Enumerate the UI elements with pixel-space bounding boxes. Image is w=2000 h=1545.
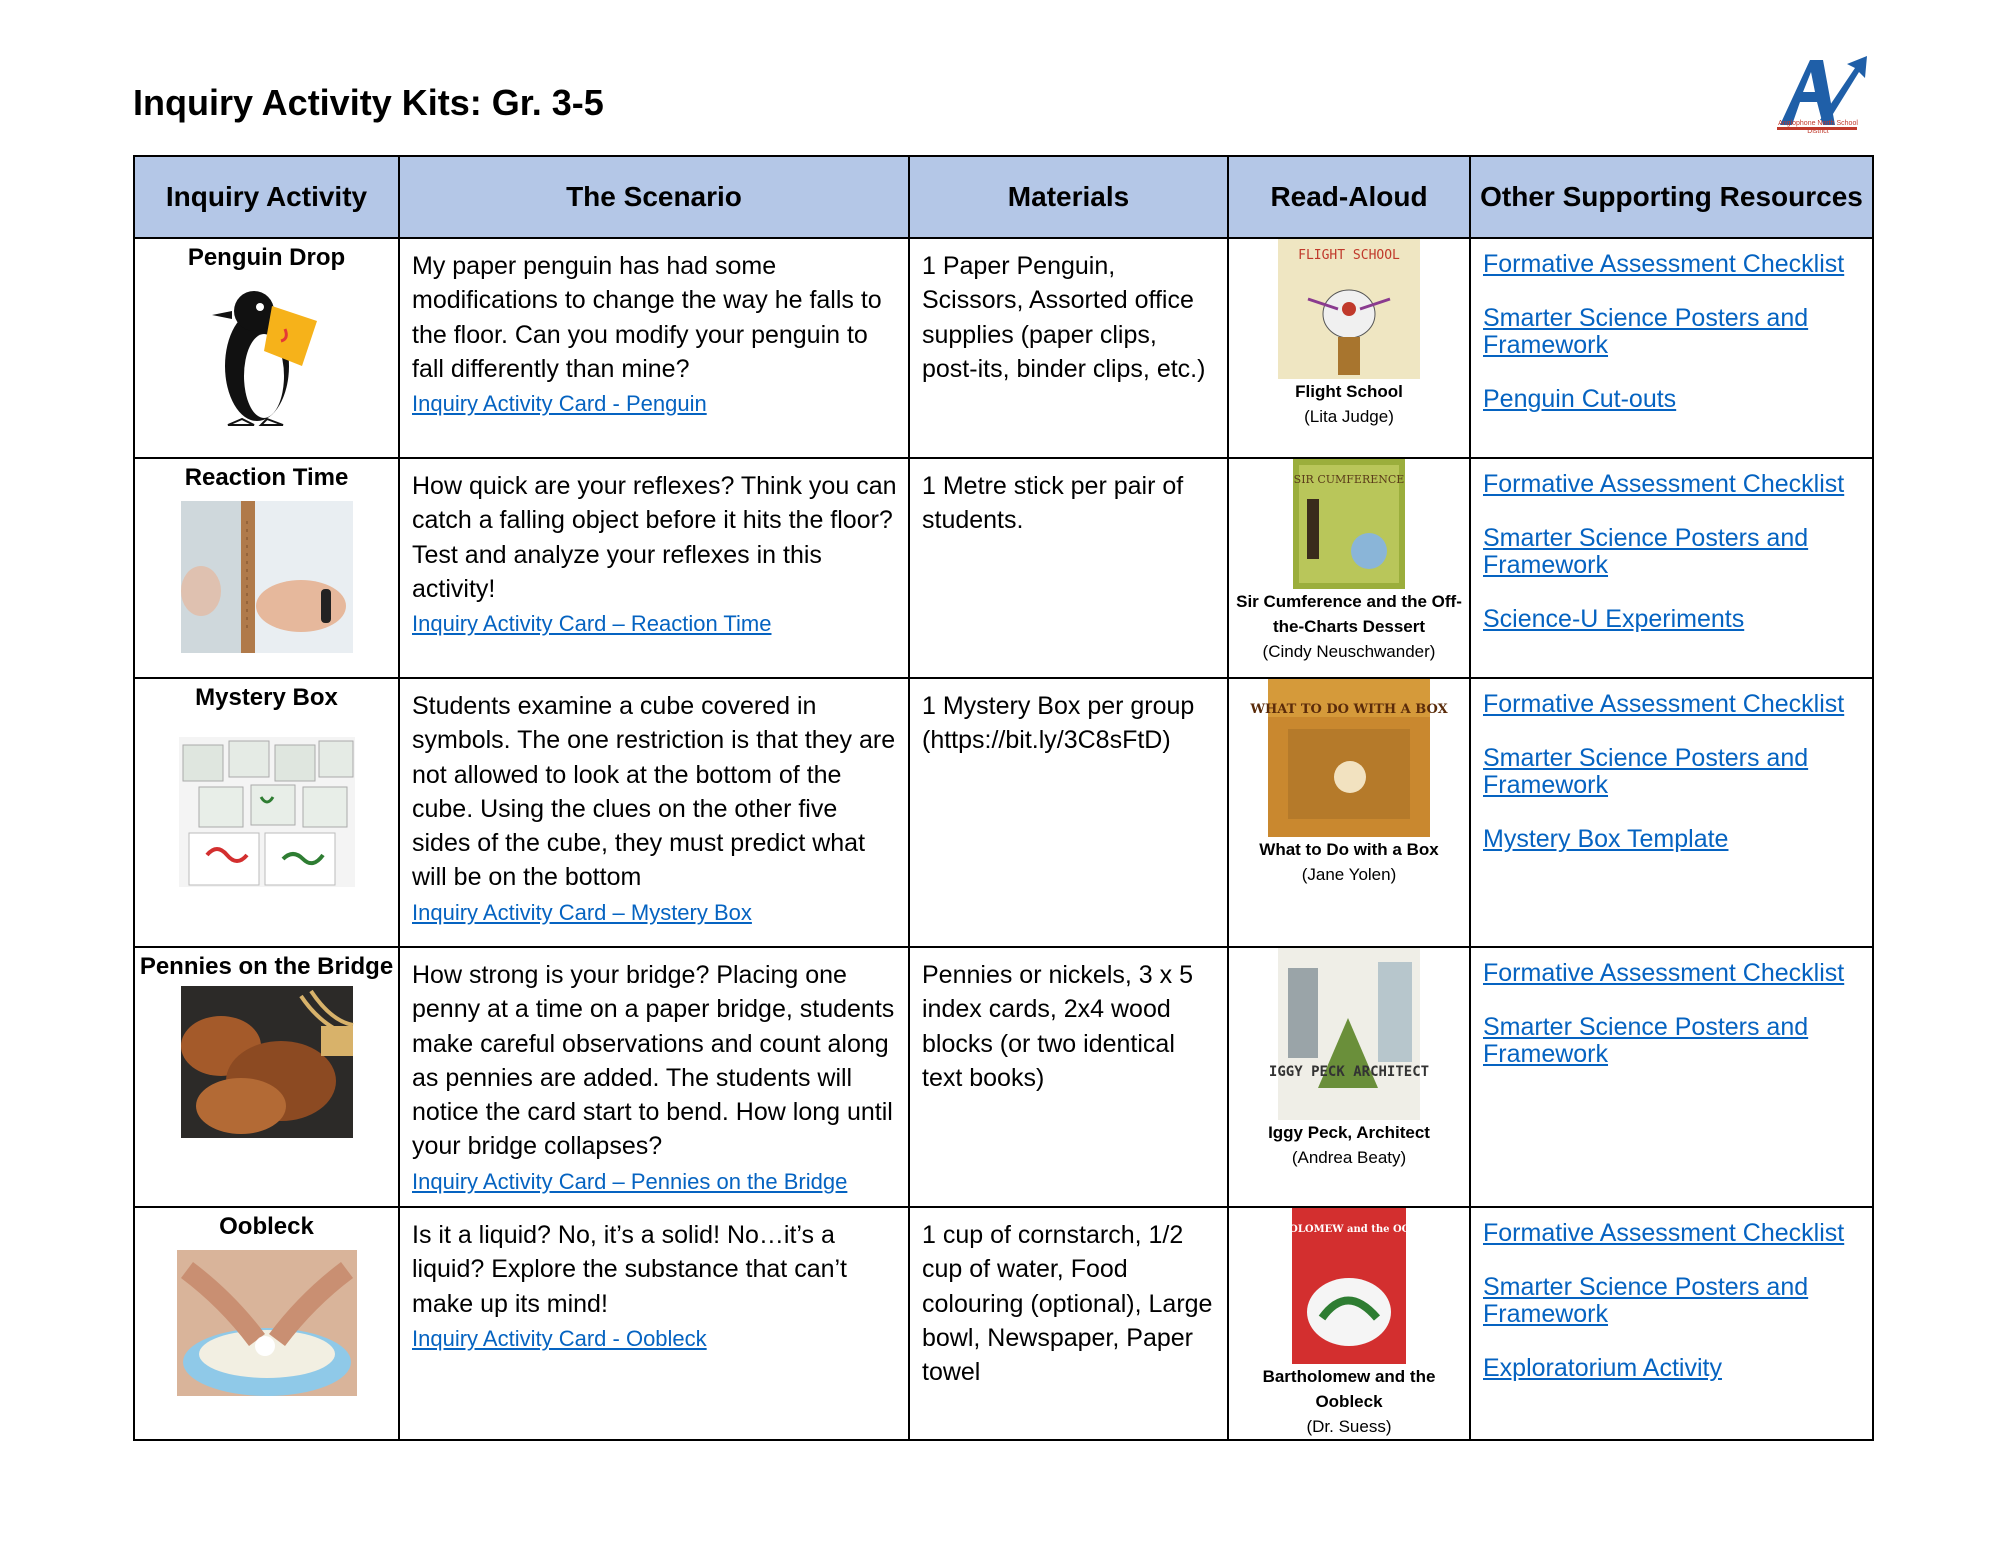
activity-cell bbox=[134, 238, 399, 458]
read-aloud-cell bbox=[1228, 238, 1470, 458]
book-title: Iggy Peck, Architect bbox=[1268, 1123, 1430, 1142]
read-aloud-cell bbox=[1228, 678, 1470, 947]
resource-link[interactable]: Smarter Science Posters and Framework bbox=[1483, 524, 1809, 579]
inquiry-card-link[interactable]: Inquiry Activity Card – Reaction Time bbox=[412, 611, 772, 637]
activity-cell bbox=[134, 458, 399, 678]
header-scenario: The Scenario bbox=[399, 156, 909, 238]
scenario-cell bbox=[399, 678, 909, 947]
oobleck-image bbox=[177, 1250, 357, 1396]
resource-link[interactable]: Mystery Box Template bbox=[1483, 825, 1729, 853]
activity-kits-table bbox=[133, 155, 1874, 1441]
header-materials: Materials bbox=[909, 156, 1228, 238]
activity-cell bbox=[134, 1207, 399, 1440]
table-row bbox=[134, 1207, 1873, 1440]
book-cover-image bbox=[1250, 679, 1448, 837]
resource-link[interactable]: Smarter Science Posters and Framework bbox=[1483, 304, 1809, 359]
inquiry-card-link[interactable]: Inquiry Activity Card - Penguin bbox=[412, 391, 707, 417]
scenario-cell bbox=[399, 1207, 909, 1440]
scenario-text: My paper penguin has had some modifications to change the way he falls to the floor. Can you modify your penguin to fall differently than mine? bbox=[412, 252, 882, 383]
resource-link[interactable]: Formative Assessment Checklist bbox=[1483, 1219, 1845, 1247]
book-cover-image bbox=[1268, 948, 1430, 1120]
book-author: (Jane Yolen) bbox=[1301, 865, 1397, 884]
materials-cell: 1 Mystery Box per group (https://bit.ly/3C8sFtD) bbox=[909, 678, 1228, 947]
resource-link[interactable]: Smarter Science Posters and Framework bbox=[1483, 1273, 1809, 1328]
svg-text:IGGY PECK ARCHITECT: IGGY PECK ARCHITECT bbox=[1268, 1064, 1430, 1080]
book-title: Flight School bbox=[1295, 382, 1403, 401]
scenario-cell bbox=[399, 458, 909, 678]
activity-name: Oobleck bbox=[219, 1213, 314, 1240]
resources-cell bbox=[1470, 678, 1873, 947]
svg-text:FLIGHT SCHOOL: FLIGHT SCHOOL bbox=[1298, 248, 1400, 263]
book-cover-image bbox=[1247, 1208, 1451, 1364]
activity-name: Pennies on the Bridge bbox=[139, 953, 394, 980]
materials-cell: Pennies or nickels, 3 x 5 index cards, 2x4 wood blocks (or two identical text books) bbox=[909, 947, 1228, 1207]
resource-link[interactable]: Formative Assessment Checklist bbox=[1483, 959, 1845, 987]
table-row bbox=[134, 947, 1873, 1207]
activity-name: Reaction Time bbox=[184, 464, 349, 491]
read-aloud-cell bbox=[1228, 1207, 1470, 1440]
resource-link[interactable]: Formative Assessment Checklist bbox=[1483, 250, 1845, 278]
resource-link[interactable]: Exploratorium Activity bbox=[1483, 1354, 1722, 1382]
resource-link[interactable]: Formative Assessment Checklist bbox=[1483, 690, 1845, 718]
activity-name: Penguin Drop bbox=[187, 244, 346, 271]
resources-cell bbox=[1470, 1207, 1873, 1440]
table-row bbox=[134, 458, 1873, 678]
metre-stick-image bbox=[181, 501, 353, 653]
resources-cell bbox=[1470, 458, 1873, 678]
svg-text:WHAT TO DO WITH A BOX: WHAT TO DO WITH A BOX bbox=[1250, 702, 1448, 717]
header-row bbox=[134, 156, 1873, 238]
resources-cell bbox=[1470, 238, 1873, 458]
read-aloud-cell bbox=[1228, 947, 1470, 1207]
header-read-aloud: Read-Aloud bbox=[1228, 156, 1470, 238]
resource-link[interactable]: Smarter Science Posters and Framework bbox=[1483, 744, 1809, 799]
activity-cell bbox=[134, 947, 399, 1207]
scenario-text: How strong is your bridge? Placing one penny at a time on a paper bridge, students make careful observations and count along as pennies are added. The students will notice the card start to bend. How long until your bridge collapses? bbox=[412, 961, 895, 1161]
inquiry-card-link[interactable]: Inquiry Activity Card - Oobleck bbox=[412, 1325, 707, 1351]
book-title: Bartholomew and the Oobleck bbox=[1262, 1367, 1436, 1411]
scenario-text: How quick are your reflexes? Think you can catch a falling object before it hits the floor? Test and analyze your reflexes in this activity! bbox=[412, 472, 897, 603]
book-cover-image bbox=[1293, 459, 1405, 589]
book-author: (Cindy Neuschwander) bbox=[1262, 642, 1436, 661]
book-author: (Dr. Suess) bbox=[1306, 1417, 1392, 1436]
inquiry-card-link[interactable]: Inquiry Activity Card – Mystery Box bbox=[412, 899, 752, 925]
resource-link[interactable]: Formative Assessment Checklist bbox=[1483, 470, 1845, 498]
resource-link[interactable]: Penguin Cut-outs bbox=[1483, 385, 1677, 413]
materials-cell: 1 Paper Penguin, Scissors, Assorted office supplies (paper clips, post-its, binder clips, etc.) bbox=[909, 238, 1228, 458]
book-author: (Lita Judge) bbox=[1304, 407, 1394, 426]
table-row bbox=[134, 238, 1873, 458]
book-title: What to Do with a Box bbox=[1259, 840, 1439, 859]
inquiry-card-link[interactable]: Inquiry Activity Card – Pennies on the Bridge bbox=[412, 1168, 848, 1194]
materials-cell: 1 cup of cornstarch, 1/2 cup of water, Food colouring (optional), Large bowl, Newspaper, Paper towel bbox=[909, 1207, 1228, 1440]
header-resources: Other Supporting Resources bbox=[1470, 156, 1873, 238]
scenario-cell bbox=[399, 238, 909, 458]
pennies-image bbox=[181, 986, 353, 1138]
scenario-cell bbox=[399, 947, 909, 1207]
resources-cell bbox=[1470, 947, 1873, 1207]
book-author: (Andrea Beaty) bbox=[1291, 1148, 1407, 1167]
penguin-image bbox=[202, 281, 332, 429]
logo-caption: Anglophone North School District bbox=[1778, 120, 1858, 135]
materials-cell: 1 Metre stick per pair of students. bbox=[909, 458, 1228, 678]
table-row bbox=[134, 678, 1873, 947]
svg-text:SIR CUMFERENCE: SIR CUMFERENCE bbox=[1293, 473, 1405, 486]
activity-cell bbox=[134, 678, 399, 947]
scenario-text: Students examine a cube covered in symbols. The one restriction is that they are not allowed to look at the bottom of the cube. Using the clues on the other five sides of the cube, they must predict what will be on the bottom bbox=[412, 692, 896, 892]
read-aloud-cell bbox=[1228, 458, 1470, 678]
resource-link[interactable]: Science-U Experiments bbox=[1483, 605, 1745, 633]
activity-name: Mystery Box bbox=[195, 684, 338, 711]
dice-image bbox=[179, 737, 355, 887]
page-title: Inquiry Activity Kits: Gr. 3-5 bbox=[133, 82, 604, 123]
scenario-text: Is it a liquid? No, it’s a solid! No…it’s a liquid? Explore the substance that can’t make up its mind! bbox=[412, 1221, 847, 1318]
book-cover-image bbox=[1278, 239, 1420, 379]
svg-text:BARTHOLOMEW and the OOBLECK: BARTHOLOMEW and the OOBLECK bbox=[1247, 1224, 1451, 1235]
resource-link[interactable]: Smarter Science Posters and Framework bbox=[1483, 1013, 1809, 1068]
book-title: Sir Cumference and the Off-the-Charts Dessert bbox=[1236, 592, 1462, 636]
header-activity: Inquiry Activity bbox=[134, 156, 399, 238]
